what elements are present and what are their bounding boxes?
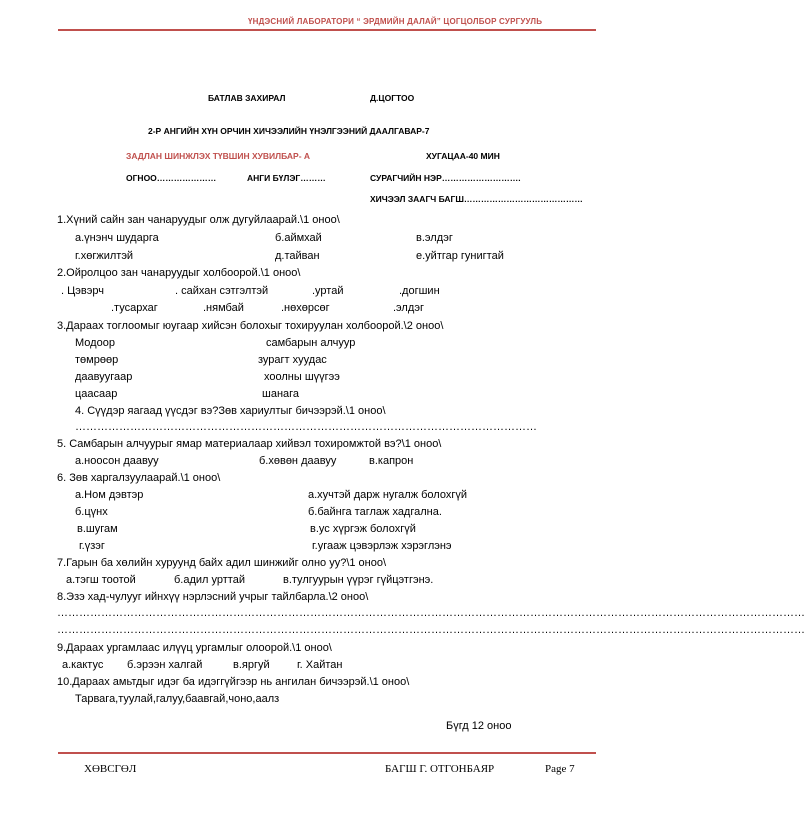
q3-left-item: төмрөөр xyxy=(75,354,119,366)
question-8: 8.Эзэ хад-чулууг ийнхүү нэрлэсний учрыг тайлбарла.\2 оноо\ xyxy=(57,591,369,603)
q3-right-item: шанага xyxy=(262,388,300,400)
q1-option: г.хөгжилтэй xyxy=(75,250,134,262)
q9-option: г. Хайтан xyxy=(297,659,343,671)
q3-right-item: зурагт хуудас xyxy=(258,354,327,366)
q8-answer-line-2[interactable]: …………………………………………………………………………………………………………………………………………………………………………………… xyxy=(57,624,805,636)
q1-option: д.тайван xyxy=(275,250,320,262)
q8-answer-line-1[interactable]: …………………………………………………………………………………………………………………………………………………………………………………… xyxy=(57,607,805,619)
q3-left-item: Модоор xyxy=(75,337,115,349)
q1-option: а.үнэнч шударга xyxy=(75,232,159,244)
q2-item: .тусархаг xyxy=(111,302,158,314)
question-6: 6. Зөв харгалзуулаарай.\1 оноо\ xyxy=(57,472,221,484)
q10-animal-list: Тарвага,туулай,галуу,баавгай,чоно,аалз xyxy=(75,693,280,705)
header-rule xyxy=(58,29,596,31)
question-1: 1.Хүний сайн зан чанаруудыг олж дугуйлаарай.\1 оноо\ xyxy=(57,214,340,226)
q5-option: б.хөвөн даавуу xyxy=(259,455,337,467)
duration: ХУГАЦАА-40 МИН xyxy=(426,151,500,161)
q2-item: .уртай xyxy=(312,285,344,297)
q6-left-item: б.цүнх xyxy=(75,506,108,518)
q5-option: в.капрон xyxy=(369,455,414,467)
q2-item: .нямбай xyxy=(203,302,244,314)
q6-left-item: г.үзэг xyxy=(79,540,105,552)
question-7: 7.Гарын ба хөлийн хуруунд байх адил шинжийг олно уу?\1 оноо\ xyxy=(57,557,387,569)
q3-right-item: хоолны шүүгээ xyxy=(264,371,340,383)
q4-answer-line[interactable]: ……………………………………………………………………………………………………………… xyxy=(75,421,537,433)
approval-name: Д.ЦОГТОО xyxy=(370,93,415,103)
question-9: 9.Дараах ургамлаас илүүц ургамлыг олоорой.\1 оноо\ xyxy=(57,642,332,654)
task-level: ЗАДЛАН ШИНЖЛЭХ ТҮВШИН ХУВИЛБАР- А xyxy=(126,151,311,161)
q6-right-item: а.хучтэй дарж нугалж болохгүй xyxy=(308,489,467,501)
footer-rule xyxy=(58,752,596,754)
q9-option: б.эрээн халгай xyxy=(127,659,203,671)
question-5: 5. Самбарын алчуурыг ямар материалаар хийвэл тохиромжтой вэ?\1 оноо\ xyxy=(57,438,442,450)
q7-option: в.тулгуурын үүрэг гүйцэтгэнэ. xyxy=(283,574,434,586)
q1-option: б.аймхай xyxy=(275,232,322,244)
q2-item: .догшин xyxy=(399,285,440,297)
class-field: АНГИ БҮЛЭГ……… xyxy=(247,173,326,183)
q9-option: в.яргуй xyxy=(233,659,270,671)
q6-left-item: а.Ном дэвтэр xyxy=(75,489,144,501)
footer-location: ХӨВСГӨЛ xyxy=(84,763,137,775)
q1-option: е.уйтгар гунигтай xyxy=(416,250,504,262)
running-header: ҮНДЭСНИЙ ЛАБОРАТОРИ “ ЭРДМИЙН ДАЛАЙ” ЦОГЦОЛБОР СУРГУУЛЬ xyxy=(248,17,543,26)
q2-item: . сайхан сэтгэлтэй xyxy=(175,285,269,297)
question-4: 4. Сүүдэр яагаад үүсдэг вэ?Зөв хариултыг бичээрэй.\1 оноо\ xyxy=(75,405,386,417)
q7-option: б.адил урттай xyxy=(174,574,245,586)
q6-left-item: в.шугам xyxy=(77,523,118,535)
student-name-field: СУРАГЧИЙН НЭР………………………. xyxy=(370,173,521,183)
q6-right-item: б.байнга таглаж хадгална. xyxy=(308,506,442,518)
date-field: ОГНОО………………… xyxy=(126,173,217,183)
q5-option: а.ноосон даавуу xyxy=(75,455,159,467)
q9-option: а.кактус xyxy=(62,659,104,671)
footer-teacher: БАГШ Г. ОТГОНБАЯР xyxy=(385,763,495,775)
q7-option: а.тэгш тоотой xyxy=(66,574,136,586)
approval-label: БАТЛАВ ЗАХИРАЛ xyxy=(208,93,286,103)
q2-item: .нөхөрсөг xyxy=(281,302,330,314)
page-number: Page 7 xyxy=(545,763,575,775)
q6-right-item: г.угааж цэвэрлэж хэрэглэнэ xyxy=(312,540,452,552)
q1-option: в.элдэг xyxy=(416,232,453,244)
question-2: 2.Ойролцоо зан чанаруудыг холбоорой.\1 оноо\ xyxy=(57,267,301,279)
teacher-field: ХИЧЭЭЛ ЗААГЧ БАГШ…………………………………… xyxy=(370,194,583,204)
q3-right-item: самбарын алчуур xyxy=(266,337,356,349)
document-title: 2-Р АНГИЙН ХҮН ОРЧИН ХИЧЭЭЛИЙН ҮНЭЛГЭЭНИЙ ДААЛГАВАР-7 xyxy=(148,126,430,136)
q2-item: .элдэг xyxy=(393,302,425,314)
question-3: 3.Дараах тоглоомыг юугаар хийсэн болохыг тохируулан холбоорой.\2 оноо\ xyxy=(57,320,444,332)
total-score: Бүгд 12 оноо xyxy=(446,720,512,732)
q6-right-item: в.ус хүргэж болохгүй xyxy=(310,523,416,535)
q2-item: . Цэвэрч xyxy=(61,285,104,297)
q3-left-item: цаасаар xyxy=(75,388,118,400)
question-10: 10.Дараах амьтдыг идэг ба идэггүйгээр нь ангилан бичээрэй.\1 оноо\ xyxy=(57,676,410,688)
q3-left-item: даавуугаар xyxy=(75,371,133,383)
